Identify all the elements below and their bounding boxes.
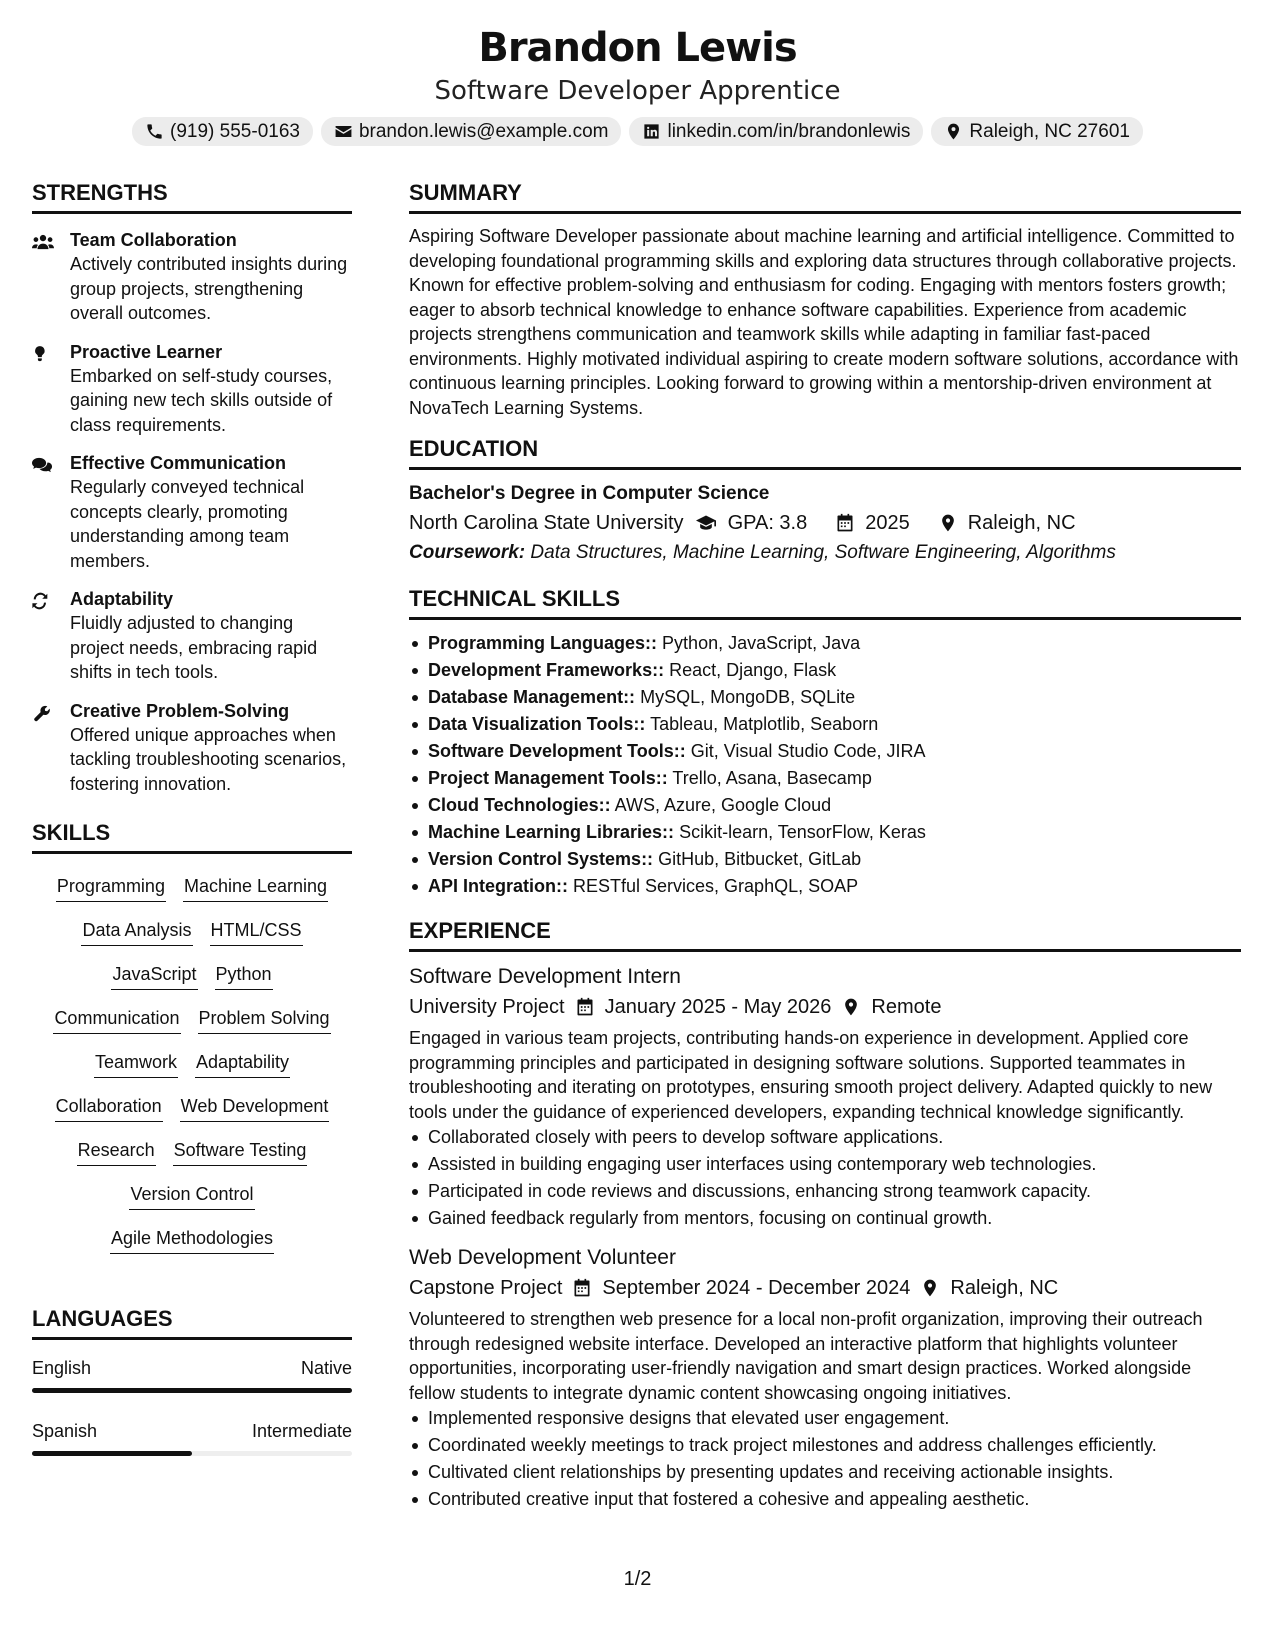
skill-tag: Programming: [56, 872, 166, 902]
contact-email[interactable]: brandon.lewis@example.com: [321, 117, 622, 146]
job-bullet: Implemented responsive designs that elevated user engagement.: [409, 1405, 1241, 1432]
education-school: North Carolina State University: [409, 512, 684, 534]
job-meta: [409, 1273, 1241, 1303]
technical-skill-item: Data Visualization Tools:: Tableau, Matplotlib, Seaborn: [409, 711, 1241, 738]
language-name: Spanish: [32, 1421, 98, 1441]
calendar-icon: [575, 997, 595, 1017]
strength-desc: Regularly conveyed technical concepts clearly, promoting understanding among team members.: [70, 477, 305, 571]
skill-tag: HTML/CSS: [210, 916, 303, 946]
experience-entry: [409, 962, 1241, 1232]
job-bullet: Gained feedback regularly from mentors, focusing on continual growth.: [409, 1205, 1241, 1232]
technical-skill-item: Project Management Tools:: Trello, Asana, Basecamp: [409, 765, 1241, 792]
language-proficiency-fill: [32, 1451, 192, 1456]
left-column: [32, 178, 352, 1482]
strengths-heading: STRENGTHS: [32, 178, 352, 214]
job-bullets: [409, 1405, 1241, 1513]
skill-tag: Machine Learning: [183, 872, 328, 902]
strength-title: Effective Communication: [70, 453, 287, 473]
technical-skill-item: Cloud Technologies:: AWS, Azure, Google Cloud: [409, 792, 1241, 819]
skill-tag: Python: [215, 960, 273, 990]
skills-heading: SKILLS: [32, 818, 352, 854]
technical-skill-item: Development Frameworks:: React, Django, Flask: [409, 657, 1241, 684]
strength-desc: Fluidly adjusted to changing project needs, embracing rapid shifts in tech tools.: [70, 613, 318, 682]
education-gpa: GPA: 3.8: [727, 512, 808, 534]
sync-icon: [32, 591, 54, 611]
calendar-icon: [572, 1278, 592, 1298]
strength-title: Team Collaboration: [70, 230, 237, 250]
technical-skill-item: Version Control Systems:: GitHub, Bitbucket, GitLab: [409, 846, 1241, 873]
education-year: 2025: [865, 512, 910, 534]
phone-icon: [145, 122, 164, 141]
job-bullet: Coordinated weekly meetings to track project milestones and address challenges efficiently.: [409, 1432, 1241, 1459]
job-bullet: Participated in code reviews and discussions, enhancing strong teamwork capacity.: [409, 1178, 1241, 1205]
map-pin-icon: [841, 997, 861, 1017]
job-location: Remote: [871, 996, 942, 1018]
technical-skill-item: API Integration:: RESTful Services, GraphQL, SOAP: [409, 873, 1241, 900]
language-level: Native: [300, 1358, 352, 1378]
resume-header: [0, 22, 1275, 146]
technical-skills-list: [409, 630, 1241, 900]
language-name: English: [32, 1358, 92, 1378]
strength-item: [32, 451, 352, 573]
job-description: Volunteered to strengthen web presence for a local non-profit organization, improving their outreach through redesigned website interface. Developed an interactive platform that highlights volunteer opportunities, incorporating user-friendly navigation and smart design practices. Worked alongside fellow students to integrate dynamic content showcasing ongoing initiatives.: [409, 1309, 1203, 1403]
job-org: Capstone Project: [409, 1277, 563, 1299]
skill-tag: Software Testing: [173, 1136, 308, 1166]
right-column: [409, 178, 1241, 1513]
language-proficiency-bar: [32, 1451, 352, 1456]
education-meta: [409, 508, 1241, 538]
education-heading: EDUCATION: [409, 434, 1241, 470]
strength-desc: Embarked on self-study courses, gaining new tech skills outside of class requirements.: [70, 365, 333, 435]
skill-tag: Research: [77, 1136, 156, 1166]
strength-item: [32, 228, 352, 326]
language-proficiency-fill: [32, 1388, 352, 1393]
contact-linkedin[interactable]: linkedin.com/in/brandonlewis: [629, 117, 923, 146]
strength-item: [32, 699, 352, 797]
skill-tag: Problem Solving: [198, 1004, 331, 1034]
skill-tag: Communication: [53, 1004, 180, 1034]
job-bullet: Cultivated client relationships by presenting updates and receiving actionable insights.: [409, 1459, 1241, 1486]
job-dates: September 2024 - December 2024: [602, 1277, 911, 1299]
candidate-role: Software Developer Apprentice: [434, 76, 841, 106]
skill-tag: JavaScript: [111, 960, 197, 990]
map-pin-icon: [920, 1278, 940, 1298]
job-bullet: Contributed creative input that fostered a cohesive and appealing aesthetic.: [409, 1486, 1241, 1513]
users-icon: [32, 232, 54, 252]
languages-heading: LANGUAGES: [32, 1304, 352, 1340]
strength-item: [32, 340, 352, 438]
summary-heading: SUMMARY: [409, 178, 1241, 214]
job-location: Raleigh, NC: [950, 1277, 1059, 1299]
language-item: [32, 1419, 352, 1456]
experience-entry: [409, 1243, 1241, 1513]
skill-tag: Teamwork: [94, 1048, 178, 1078]
technical-skills-heading: TECHNICAL SKILLS: [409, 584, 1241, 620]
strength-item: [32, 587, 352, 685]
strength-title: Creative Problem-Solving: [70, 700, 290, 721]
language-proficiency-bar: [32, 1388, 352, 1393]
wrench-icon: [32, 703, 54, 723]
job-bullet: Collaborated closely with peers to develop software applications.: [409, 1124, 1241, 1151]
lightbulb-icon: [32, 344, 54, 364]
skill-tag: Adaptability: [195, 1048, 290, 1078]
page-number: 1/2: [623, 1568, 652, 1590]
skill-tag: Web Development: [180, 1092, 330, 1122]
strength-desc: Offered unique approaches when tackling troubleshooting scenarios, fostering innovation.: [70, 724, 347, 794]
job-bullet: Assisted in building engaging user interfaces using contemporary web technologies.: [409, 1151, 1241, 1178]
graduation-cap-icon: [694, 513, 718, 533]
technical-skill-item: Machine Learning Libraries:: Scikit-learn, TensorFlow, Keras: [409, 819, 1241, 846]
job-dates: January 2025 - May 2026: [604, 996, 832, 1018]
coursework-label: Coursework:: [409, 542, 526, 563]
strength-title: Proactive Learner: [70, 341, 223, 362]
experience-heading: EXPERIENCE: [409, 916, 1241, 952]
strengths-list: [32, 228, 352, 796]
job-bullets: [409, 1124, 1241, 1232]
education-degree: Bachelor's Degree in Computer Science: [409, 483, 770, 504]
job-title: Web Development Volunteer: [409, 1246, 676, 1269]
map-pin-icon: [938, 513, 958, 533]
coursework-list: Data Structures, Machine Learning, Software Engineering, Algorithms: [530, 542, 1116, 563]
contact-bar: [0, 117, 1275, 146]
strength-desc: Actively contributed insights during group projects, strengthening overall outcomes.: [70, 254, 348, 323]
education-location: Raleigh, NC: [967, 512, 1076, 534]
comments-icon: [32, 455, 54, 475]
skill-tag: Version Control: [129, 1180, 254, 1210]
job-description: Engaged in various team projects, contributing hands-on experience in development. Applied core programming principles and participated in designing software solutions. Supported teammates in troubleshooting and iterating on prototypes, ensuring smooth project delivery. Adapted quickly to new tools under the guidance of experienced developers, expanding technical knowledge significantly.: [409, 1028, 1213, 1122]
skill-tag: Data Analysis: [81, 916, 192, 946]
technical-skill-item: Database Management:: MySQL, MongoDB, SQLite: [409, 684, 1241, 711]
language-level: Intermediate: [251, 1421, 352, 1441]
strength-title: Adaptability: [70, 589, 174, 609]
language-item: [32, 1356, 352, 1393]
linkedin-icon: [642, 122, 661, 141]
job-title: Software Development Intern: [409, 965, 681, 988]
job-meta: [409, 992, 1241, 1022]
calendar-icon: [835, 513, 855, 533]
envelope-icon: [334, 122, 353, 141]
map-pin-icon: [944, 122, 963, 141]
contact-phone[interactable]: (919) 555-0163: [132, 117, 313, 146]
technical-skill-item: Programming Languages:: Python, JavaScript, Java: [409, 630, 1241, 657]
summary-text: Aspiring Software Developer passionate about machine learning and artificial intelligence. Committed to developing foundational programming skills and exploring data structures through collaborative projects. Known for effective problem-solving and enthusiasm for coding. Engaging with mentors fosters growth; eager to absorb technical knowledge to enhance software capabilities. Experience from academic projects strengthens communication and teamwork skills while adapting in familiar fast-paced environments. Highly motivated individual aspiring to create modern software solutions, accordance with continuous learning principles. Looking forward to growing within a mentorship-driven environment at NovaTech Learning Systems.: [409, 226, 1239, 418]
education-coursework: [409, 538, 1241, 568]
technical-skill-item: Software Development Tools:: Git, Visual Studio Code, JIRA: [409, 738, 1241, 765]
skills-list: [32, 864, 352, 1254]
skill-tag: Collaboration: [55, 1092, 163, 1122]
skill-tag: Agile Methodologies: [110, 1224, 274, 1254]
contact-location[interactable]: Raleigh, NC 27601: [931, 117, 1143, 146]
candidate-name: Brandon Lewis: [478, 25, 797, 71]
job-org: University Project: [409, 996, 565, 1018]
languages-list: [32, 1356, 352, 1456]
